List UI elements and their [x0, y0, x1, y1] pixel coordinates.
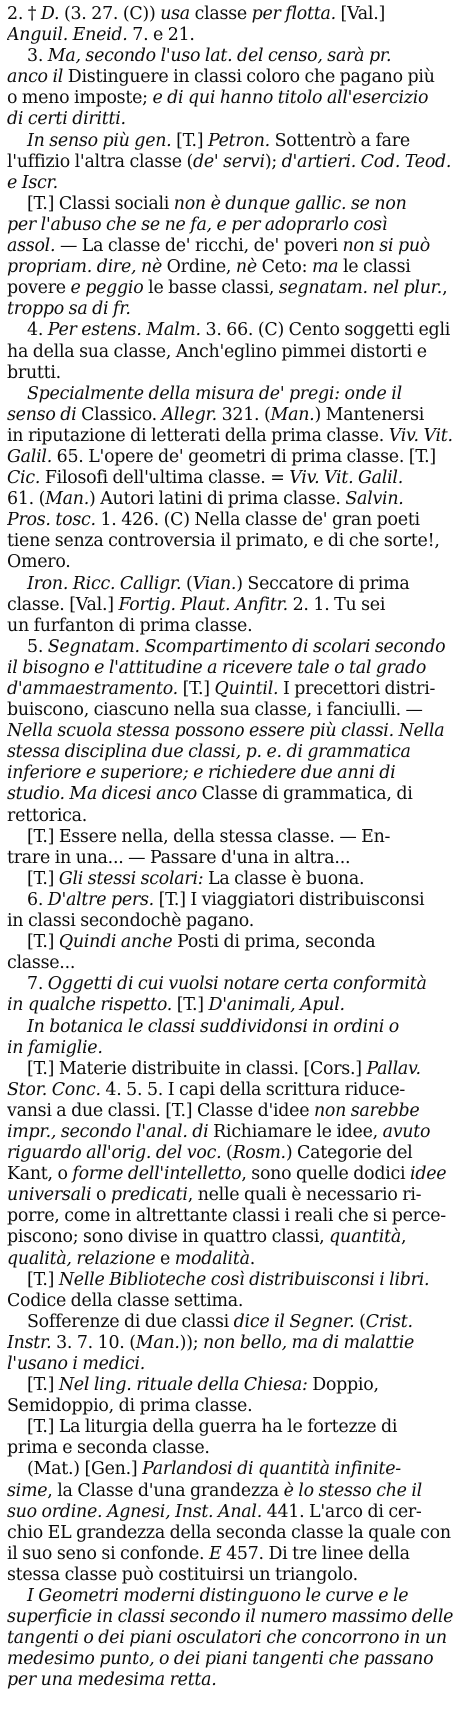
- text-segment: vansi a due classi. [T.] Classe d'idee: [7, 1100, 314, 1121]
- text-segment: 2. 1. Tu sei: [287, 594, 386, 615]
- italic-text: per una medesima retta.: [7, 1670, 217, 1691]
- text-segment: [T.]: [27, 1375, 59, 1396]
- italic-text: senso di: [7, 404, 77, 425]
- text-line: [7, 1586, 468, 1607]
- text-segment: , la Classe d'una grandezza: [47, 1480, 284, 1501]
- italic-text: Quintil.: [214, 679, 279, 699]
- text-line: [7, 595, 468, 616]
- italic-text: Parlandosi di quantità infinite-: [142, 1459, 401, 1480]
- text-segment: povere: [7, 278, 71, 299]
- italic-text: Rosm.: [232, 1143, 286, 1164]
- text-segment: in classi secondochè pagano.: [7, 911, 254, 932]
- text-segment: buiscono, ciascuno nella sua classe, i fanciulli. —: [7, 700, 423, 721]
- text-line: [7, 1080, 468, 1101]
- italic-text: Nelle Biblioteche così distribuisconsi i libri.: [58, 1269, 430, 1290]
- italic-text: non bello, ma di malattie: [203, 1332, 415, 1353]
- text-segment: le basse classi,: [143, 278, 279, 299]
- text-segment: o meno imposte;: [7, 88, 153, 109]
- text-line: [7, 1544, 468, 1565]
- italic-text: Salvin.: [345, 489, 404, 510]
- text-segment: ) Autori latini di prima classe.: [89, 489, 346, 510]
- italic-text: e Iscr.: [7, 172, 58, 193]
- text-segment: .: [249, 1248, 255, 1269]
- text-line: [7, 848, 468, 869]
- italic-text: Gli stessi scolari:: [58, 868, 204, 889]
- italic-text: inferiore e superiore; e richiedere due anni di: [7, 763, 396, 784]
- text-line: [7, 1649, 468, 1670]
- text-segment: 7. e 21.: [127, 25, 195, 46]
- text-line: [7, 721, 468, 742]
- text-line: [7, 299, 468, 320]
- text-line: [7, 869, 468, 890]
- italic-text: Petron.: [207, 130, 270, 151]
- text-segment: 1. 426. (C) Nella classe de' gran poeti: [95, 510, 420, 531]
- italic-text: Ma, secondo l'uso lat. del censo, sarà pr.: [47, 46, 392, 67]
- text-segment: [T.]: [172, 995, 209, 1016]
- text-segment: piscono; sono divise in quattro classi,: [7, 1227, 330, 1248]
- text-segment: [Val.]: [335, 4, 386, 24]
- italic-text: Nella scuola stessa possono essere più classi. Nella: [7, 721, 445, 742]
- text-segment: , nelle quali è necessario ri-: [187, 1185, 422, 1206]
- text-line: [7, 679, 468, 700]
- text-line: [7, 1206, 468, 1227]
- italic-text: segnatam. nel plur.: [278, 278, 443, 299]
- text-line: [7, 1670, 468, 1691]
- italic-text: Anguil. Eneid.: [7, 25, 128, 46]
- italic-text: I Geometri moderni distinguono le curve e le: [27, 1586, 409, 1607]
- italic-text: Crist.: [365, 1311, 413, 1332]
- text-segment: Distinguere in classi coloro che pagano più: [63, 67, 435, 88]
- text-line: [7, 46, 468, 67]
- text-segment: 321. (: [216, 404, 271, 425]
- text-segment: (: [181, 573, 193, 594]
- italic-text: Vian.: [192, 573, 237, 594]
- text-segment: [T.]: [27, 1269, 59, 1290]
- text-segment: Sofferenze di due classi: [27, 1311, 234, 1332]
- text-segment: il suo seno si confonde.: [7, 1543, 209, 1564]
- text-segment: (: [354, 1311, 366, 1332]
- text-line: [7, 342, 468, 363]
- italic-text: Pros. tosc.: [7, 510, 96, 531]
- italic-text: qualità, relazione: [7, 1248, 156, 1269]
- text-line: [7, 215, 468, 236]
- text-line: [7, 405, 468, 426]
- italic-text: forme dell'intelletto: [72, 1164, 242, 1185]
- text-segment: [T.] Classi sociali: [27, 193, 174, 214]
- text-line: [7, 742, 468, 763]
- text-line: [7, 1502, 468, 1523]
- text-line: [7, 911, 468, 932]
- italic-text: idee: [410, 1164, 447, 1185]
- italic-text: Man.: [135, 1332, 180, 1353]
- text-line: [7, 1333, 468, 1354]
- italic-text: In botanica le classi suddividonsi in ordini o: [27, 1016, 399, 1037]
- text-segment: ha della sua classe, Anch'eglino pimmei distorti e: [7, 341, 427, 362]
- text-line: [7, 531, 468, 552]
- italic-text: nè: [235, 257, 257, 278]
- text-segment: 457. Di tre linee della: [221, 1543, 410, 1564]
- italic-text: non sarebbe: [313, 1100, 420, 1121]
- text-segment: porre, come in altrettante classi i reali che si perce-: [7, 1206, 446, 1227]
- text-line: [7, 1396, 468, 1417]
- text-line: [7, 1059, 468, 1080]
- italic-text: impr., secondo l'anal. di: [7, 1121, 209, 1142]
- text-segment: 5.: [27, 636, 48, 657]
- italic-text: in qualche rispetto.: [7, 995, 173, 1016]
- text-segment: Posti di prima, seconda: [172, 932, 376, 953]
- text-segment: (3. 27. (C)): [59, 4, 161, 24]
- italic-text: D.: [40, 4, 60, 24]
- text-segment: Classe di grammatica, di: [196, 784, 413, 805]
- italic-text: D'altre pers.: [47, 889, 154, 910]
- text-line: [7, 1607, 468, 1628]
- text-line: [7, 1017, 468, 1038]
- italic-text: non si può: [342, 236, 431, 257]
- text-line: [7, 1227, 468, 1248]
- italic-text: non è dunque gallic. se non: [173, 193, 407, 214]
- italic-text: Stor. Conc.: [7, 1079, 101, 1100]
- text-segment: 7.: [27, 974, 48, 995]
- text-segment: 6.: [27, 889, 48, 910]
- text-segment: Kant, o: [7, 1164, 73, 1185]
- italic-text: studio. Ma dicesi anco: [7, 784, 197, 805]
- text-segment: stessa classe può costituirsi un triangolo.: [7, 1564, 358, 1585]
- text-segment: ,: [442, 278, 448, 299]
- text-line: [7, 67, 468, 88]
- text-segment: classe. [Val.]: [7, 594, 119, 615]
- italic-text: tangenti o dei piani osculatori che concorrono in un: [7, 1628, 447, 1649]
- text-segment: e: [155, 1248, 175, 1269]
- text-segment: trare in una... — Passare d'una in altra...: [7, 847, 351, 868]
- italic-text: anco il: [7, 67, 64, 88]
- text-segment: brutti.: [7, 362, 61, 383]
- italic-text: propriam. dire, nè: [7, 257, 162, 278]
- text-segment: Ceto:: [256, 257, 312, 278]
- text-line: [7, 1354, 468, 1375]
- italic-text: de' servi: [193, 151, 265, 172]
- italic-text: Pallav.: [366, 1058, 421, 1079]
- italic-text: usa: [160, 4, 190, 24]
- text-segment: 4. 5. 5. I capi della scrittura riduce-: [100, 1079, 406, 1100]
- italic-text: suo ordine. Agnesi, Inst. Anal.: [7, 1501, 262, 1522]
- text-segment: prima e seconda classe.: [7, 1438, 210, 1459]
- italic-text: per l'abuso che se ne fa, e per adoprarlo così: [7, 214, 388, 235]
- text-segment: — La classe de' ricchi, de' poveri: [55, 236, 343, 257]
- italic-text: stessa disciplina due classi, p. e. di grammatica: [7, 742, 411, 763]
- text-segment: [T.]: [27, 932, 59, 953]
- italic-text: Viv. Vit. Galil.: [289, 468, 404, 489]
- italic-text: predicati: [110, 1185, 188, 1206]
- text-segment: Sottentrò a fare: [269, 130, 410, 151]
- italic-text: medesimo punto, o dei piani tangenti che passano: [7, 1649, 434, 1670]
- text-segment: Ordine,: [162, 257, 236, 278]
- italic-text: Iron. Ricc. Calligr.: [27, 573, 182, 594]
- text-line: [7, 616, 468, 637]
- text-line: [7, 1143, 468, 1164]
- text-segment: Omero.: [7, 552, 71, 573]
- text-segment: );: [264, 151, 282, 172]
- text-line: [7, 363, 468, 384]
- italic-text: Galil.: [7, 446, 52, 467]
- text-line: [7, 1417, 468, 1438]
- text-segment: in riputazione di letterati della prima classe.: [7, 425, 389, 446]
- text-segment: [T.] Materie distribuite in classi. [Cors.]: [27, 1058, 367, 1079]
- text-segment: [T.] I viaggiatori distribuisconsi: [153, 889, 425, 910]
- text-line: [7, 658, 468, 679]
- text-line: [7, 25, 468, 46]
- italic-text: per flotta.: [251, 4, 336, 24]
- italic-text: quantità: [329, 1227, 401, 1248]
- italic-text: dice il Segner.: [233, 1311, 355, 1332]
- text-line: [7, 447, 468, 468]
- italic-text: Segnatam. Scompartimento di scolari secondo: [47, 636, 446, 657]
- text-segment: Doppio,: [307, 1375, 379, 1396]
- text-line: [7, 152, 468, 173]
- italic-text: Fortig. Plaut. Anfitr.: [118, 594, 288, 615]
- text-segment: un furfanton di prima classe.: [7, 615, 253, 636]
- italic-text: è lo stesso che il: [283, 1480, 422, 1501]
- italic-text: di certi diritti.: [7, 109, 126, 130]
- italic-text: il bisogno e l'attitudine a ricevere tale o tal grado: [7, 657, 427, 678]
- text-segment: Richiamare le idee,: [208, 1121, 383, 1142]
- italic-text: e peggio: [70, 278, 144, 299]
- text-line: [7, 932, 468, 953]
- text-line: [7, 953, 468, 974]
- text-line: [7, 1312, 468, 1333]
- text-segment: , sono quelle dodici: [241, 1164, 411, 1185]
- italic-text: Specialmente della misura de' pregi: onde il: [27, 383, 402, 404]
- text-line: [7, 278, 468, 299]
- text-line: [7, 784, 468, 805]
- text-line: [7, 4, 468, 25]
- text-line: [7, 1164, 468, 1185]
- text-segment: 61. (: [7, 489, 46, 510]
- text-line: [7, 384, 468, 405]
- text-line: [7, 890, 468, 911]
- text-line: [7, 468, 468, 489]
- text-segment: 65. L'opere de' geometri di prima classe. [T.]: [51, 446, 436, 467]
- italic-text: Cic.: [7, 468, 41, 489]
- text-line: [7, 1375, 468, 1396]
- text-line: [7, 194, 468, 215]
- text-segment: 4.: [27, 320, 48, 341]
- text-line: [7, 552, 468, 573]
- text-segment: l'uffizio l'altra classe (: [7, 151, 193, 172]
- text-segment: 3. 7. 10. (: [51, 1332, 136, 1353]
- text-segment: o: [91, 1185, 111, 1206]
- text-segment: 3.: [27, 46, 48, 67]
- text-line: [7, 1459, 468, 1480]
- text-line: [7, 574, 468, 595]
- text-segment: (Mat.) [Gen.]: [27, 1459, 143, 1480]
- italic-text: Viv. Vit.: [388, 425, 453, 446]
- italic-text: Per estens. Malm.: [47, 320, 201, 341]
- text-segment: I precettori distri-: [278, 679, 436, 699]
- text-segment: ) Seccatore di prima: [236, 573, 410, 594]
- italic-text: Allegr.: [161, 404, 217, 425]
- italic-text: d'artieri. Cod. Teod.: [281, 151, 452, 172]
- text-segment: tiene senza controversia il primato, e di che sorte!,: [7, 531, 440, 552]
- text-segment: ));: [179, 1332, 204, 1353]
- text-segment: ) Categorie del: [285, 1143, 413, 1164]
- text-line: [7, 1270, 468, 1291]
- italic-text: l'usano i medici.: [7, 1354, 145, 1374]
- text-segment: [T.]: [177, 679, 215, 699]
- text-segment: ) Mantenersi: [314, 404, 425, 425]
- italic-text: superficie in classi secondo il numero massimo delle: [7, 1607, 454, 1628]
- text-segment: le classi: [338, 257, 411, 278]
- text-segment: rettorica.: [7, 805, 88, 826]
- text-line: [7, 763, 468, 784]
- text-line: [7, 806, 468, 827]
- text-segment: Filosofi dell'ultima classe. =: [40, 468, 290, 489]
- italic-text: d'ammaestramento.: [7, 679, 178, 699]
- text-line: [7, 1481, 468, 1502]
- text-segment: [T.] Essere nella, della stessa classe. — En-: [27, 826, 391, 847]
- italic-text: Man.: [270, 404, 315, 425]
- text-segment: ,: [400, 1227, 407, 1248]
- text-line: [7, 1185, 468, 1206]
- italic-text: sime: [7, 1480, 48, 1501]
- text-line: [7, 700, 468, 721]
- italic-text: assol.: [7, 236, 56, 257]
- italic-text: D'animali, Apul.: [208, 995, 345, 1016]
- text-line: [7, 1122, 468, 1143]
- text-line: [7, 1523, 468, 1544]
- text-segment: 3. 66. (C) Cento soggetti egli: [200, 320, 451, 341]
- text-line: [7, 974, 468, 995]
- text-segment: 441. L'arco di cer-: [261, 1501, 422, 1522]
- text-line: [7, 173, 468, 194]
- italic-text: universali: [7, 1185, 92, 1206]
- text-segment: [T.] La liturgia della guerra ha le fortezze di: [27, 1417, 398, 1438]
- italic-text: Instr.: [7, 1332, 52, 1353]
- text-line: [7, 1438, 468, 1459]
- text-line: [7, 637, 468, 658]
- text-line: [7, 1291, 468, 1312]
- italic-text: Nel ling. rituale della Chiesa:: [58, 1375, 308, 1396]
- text-line: [7, 995, 468, 1016]
- italic-text: avuto: [382, 1121, 431, 1142]
- text-segment: (: [221, 1143, 233, 1164]
- italic-text: troppo sa di fr.: [7, 299, 131, 320]
- text-line: [7, 236, 468, 257]
- text-segment: 2. †: [7, 4, 41, 24]
- italic-text: Man.: [45, 489, 90, 510]
- text-line: [7, 489, 468, 510]
- text-line: [7, 257, 468, 278]
- italic-text: ma: [311, 257, 339, 278]
- text-line: [7, 131, 468, 152]
- italic-text: E: [208, 1543, 222, 1564]
- italic-text: in famiglie.: [7, 1037, 103, 1058]
- text-segment: La classe è buona.: [203, 868, 365, 889]
- italic-text: Oggetti di cui vuolsi notare certa conformità: [47, 974, 427, 995]
- text-segment: Codice della classe settima.: [7, 1290, 244, 1311]
- text-line: [7, 510, 468, 531]
- text-segment: Semidoppio, di prima classe.: [7, 1396, 253, 1417]
- italic-text: modalità: [174, 1248, 250, 1269]
- text-segment: [T.]: [171, 130, 208, 151]
- text-line: [7, 827, 468, 848]
- text-line: [7, 109, 468, 130]
- italic-text: In senso più gen.: [27, 130, 172, 151]
- text-line: [7, 1249, 468, 1270]
- text-segment: Classico.: [76, 404, 162, 425]
- text-line: [7, 1565, 468, 1586]
- text-line: [7, 1628, 468, 1649]
- text-line: [7, 1101, 468, 1122]
- text-segment: chio EL grandezza della seconda classe la quale con: [7, 1522, 451, 1543]
- text-line: [7, 88, 468, 109]
- text-segment: classe: [189, 4, 252, 24]
- text-line: [7, 426, 468, 447]
- text-line: [7, 1038, 468, 1059]
- text-segment: classe...: [7, 953, 76, 974]
- italic-text: e di qui hanno titolo all'esercizio: [152, 88, 429, 109]
- italic-text: riguardo all'orig. del voc.: [7, 1143, 222, 1164]
- text-line: [7, 320, 468, 341]
- text-segment: [T.]: [27, 868, 59, 889]
- italic-text: Quindi anche: [58, 932, 173, 953]
